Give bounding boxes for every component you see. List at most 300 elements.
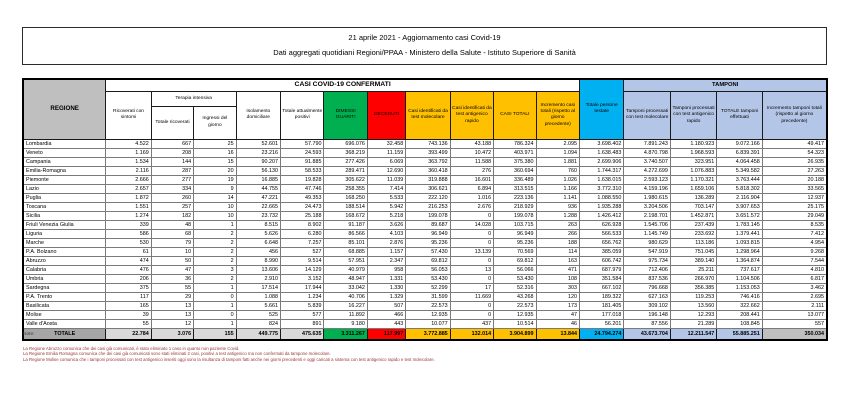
value-cell: 5.661 [236,301,280,310]
value-cell: 1.157 [367,247,405,256]
value-cell: 114 [536,247,579,256]
value-cell: 5.839 [281,301,324,310]
value-cell: 3.907.653 [717,202,762,211]
value-cell: 11.159 [367,148,405,157]
value-cell: 47.221 [236,193,280,202]
value-cell: 606.742 [579,256,623,265]
value-cell: 13.077 [762,310,827,319]
col-header-casi-molecolare: Casi identificati da test molecolare [406,91,450,139]
value-cell: 47 [536,310,579,319]
value-cell: 527 [281,247,324,256]
region-name-cell: Abruzzo [23,256,106,265]
value-cell: 334 [151,184,193,193]
value-cell: 13 [151,301,193,310]
value-cell: 48 [151,220,193,229]
table-row [23,220,827,229]
value-cell: 43.268 [494,292,536,301]
col-header-tamponi-molecolare: Tamponi processati con test molecolare [624,91,670,139]
value-cell: 389.140 [670,256,716,265]
value-cell: 55 [151,283,193,292]
col-header-regione: REGIONE [23,79,106,139]
value-cell: 19.828 [281,175,324,184]
value-cell: 2.593.123 [624,175,670,184]
value-cell: 182 [151,211,193,220]
value-cell: 443 [367,319,405,328]
value-cell: 1.452.871 [670,211,716,220]
value-cell: 2.666 [106,175,151,184]
value-cell: 1.076.883 [670,166,716,175]
title-box [22,27,827,65]
value-cell: 1.298.964 [717,247,762,256]
col-header-ti-totale: Totale ricoverati [151,106,193,139]
value-cell: 12.935 [406,310,450,319]
value-cell: 14.129 [281,265,324,274]
value-cell: 476 [106,265,151,274]
region-name-cell: Veneto [23,148,106,157]
value-cell: 1.659.106 [670,184,716,193]
region-name-cell: Liguria [23,229,106,238]
value-cell: 218.929 [494,202,536,211]
value-cell: 68.885 [324,247,367,256]
value-cell: 52.601 [236,139,280,148]
table-row [23,283,827,292]
value-cell: 208.441 [717,310,762,319]
value-cell: 7.257 [281,238,324,247]
value-cell: 4.522 [106,139,151,148]
table-row [23,265,827,274]
value-cell: 113.186 [670,238,716,247]
value-cell: 87.556 [624,319,670,328]
value-cell: 958 [367,265,405,274]
value-cell: 165 [106,301,151,310]
value-cell: 393.499 [406,148,450,157]
value-cell: 471 [536,265,579,274]
col-header-incremento-casi: Incremento casi totali (rispetto al giorno precedente) [536,91,579,139]
table-row [23,292,827,301]
value-cell: 27.263 [762,166,827,175]
value-cell: 17.944 [281,283,324,292]
value-cell: 449.775 [236,328,280,340]
value-cell: 4.064.458 [717,157,762,166]
value-cell: 21.289 [670,319,716,328]
value-cell: 11.588 [450,157,493,166]
value-cell: 403.971 [494,148,536,157]
value-cell: 29 [151,292,193,301]
region-name-cell: Friuli Venezia Giulia [23,220,106,229]
value-cell: 368.219 [324,148,367,157]
value-cell: 132.014 [450,328,493,340]
value-cell: 233.692 [670,229,716,238]
value-cell: 547.919 [624,247,670,256]
value-cell: 437 [450,319,493,328]
note-line-abruzzo: La Regione Abruzzo comunica che dei casi già comunicati, è stato eliminato 1 caso in quanto non paziente Covid. [23,346,240,351]
value-cell: 10 [151,247,193,256]
value-cell: 743.136 [406,139,450,148]
value-cell: 120 [536,292,579,301]
table-row [23,238,827,247]
value-cell: 3.311.267 [324,328,367,340]
value-cell: 23.216 [236,148,280,157]
value-cell: 189.322 [579,292,623,301]
value-cell: 44.755 [236,184,280,193]
value-cell: 13 [450,265,493,274]
notes-section [23,332,823,362]
value-cell: 216.253 [406,202,450,211]
value-cell: 1.551 [106,202,151,211]
value-cell: 1.026 [536,175,579,184]
value-cell: 1.331 [367,274,405,283]
value-cell: 40.979 [324,265,367,274]
value-cell: 2.910 [236,274,280,283]
value-cell: 22.573 [494,301,536,310]
value-cell: 4.103 [367,229,405,238]
region-name-cell: Emilia-Romagna [23,166,106,175]
value-cell: 46 [536,319,579,328]
value-cell: 1.234 [281,292,324,301]
value-cell: 1.016 [450,193,493,202]
value-cell: 466 [367,310,405,319]
value-cell: 24.794.274 [579,328,623,340]
value-cell: 91.187 [324,220,367,229]
value-cell: 746.416 [717,292,762,301]
table-row [23,310,827,319]
value-cell: 385.059 [579,247,623,256]
value-cell: 2.676 [450,202,493,211]
col-header-persone-testate: Totale persone testate [579,79,623,139]
value-cell: 13.560 [670,301,716,310]
value-cell: 136.289 [670,193,716,202]
value-cell: 16.601 [450,175,493,184]
value-cell: 276 [450,166,493,175]
value-cell: 0 [450,211,493,220]
value-cell: 11.039 [367,175,405,184]
value-cell: 1.968.593 [670,148,716,157]
value-cell: 237.439 [670,220,716,229]
value-cell: 17.514 [236,283,280,292]
value-cell: 10.472 [450,148,493,157]
value-cell: 1.093.815 [717,238,762,247]
value-cell: 1.534 [106,157,151,166]
group-header-tamponi: TAMPONI [624,79,827,91]
region-name-cell: P.A. Bolzano [23,247,106,256]
value-cell: 23.732 [236,211,280,220]
value-cell: 36 [151,274,193,283]
value-cell: 188.514 [324,202,367,211]
group-header-terapia-intensiva: Terapia intensiva [151,91,236,106]
region-name-cell: Piemonte [23,175,106,184]
value-cell: 10.514 [494,319,536,328]
value-cell: 2.111 [762,301,827,310]
value-cell: 351.584 [579,274,623,283]
value-cell: 12.935 [494,310,536,319]
value-cell: 4.810 [762,265,827,274]
value-cell: 11.669 [450,292,493,301]
value-cell: 824 [236,319,280,328]
value-cell: 1.170.321 [670,175,716,184]
value-cell: 43.188 [450,139,493,148]
value-cell: 356.385 [670,283,716,292]
value-cell: 258.355 [324,184,367,193]
value-cell: 55 [106,319,151,328]
value-cell: 1.145.749 [624,229,670,238]
value-cell: 10 [194,202,236,211]
value-cell: 557 [762,319,827,328]
value-cell: 786.324 [494,139,536,148]
value-cell: 196.148 [624,310,670,319]
value-cell: 155 [194,328,236,340]
value-cell: 507 [367,301,405,310]
value-cell: 1.881 [536,157,579,166]
value-cell: 1.638.015 [579,175,623,184]
value-cell: 6.817 [762,274,827,283]
value-cell: 49.353 [281,193,324,202]
value-cell: 1 [194,301,236,310]
value-cell: 4.272.699 [624,166,670,175]
value-cell: 287 [151,166,193,175]
value-cell: 8.902 [281,220,324,229]
value-cell: 1.141 [536,193,579,202]
value-cell: 667.102 [579,283,623,292]
value-cell: 1.329 [367,292,405,301]
value-cell: 31.599 [406,292,450,301]
value-cell: 1.088.550 [579,193,623,202]
col-header-isolamento: Isolamento domiciliare [236,91,280,139]
value-cell: 47.746 [281,184,324,193]
value-cell: 0 [450,274,493,283]
col-header-casi-totali: CASI TOTALI [494,91,536,139]
value-cell: 277.426 [324,157,367,166]
value-cell: 2 [194,256,236,265]
value-cell: 323.951 [670,157,716,166]
value-cell: 24.593 [281,148,324,157]
notes-label: Note: [23,332,35,337]
value-cell: 6.280 [281,229,324,238]
value-cell: 32.458 [367,139,405,148]
value-cell: 796.668 [624,283,670,292]
value-cell: 3.204.506 [624,202,670,211]
value-cell: 54.323 [762,148,827,157]
value-cell: 24.473 [281,202,324,211]
value-cell: 16.885 [236,175,280,184]
value-cell: 1 [194,220,236,229]
value-cell: 144 [151,157,193,166]
value-cell: 33.565 [762,184,827,193]
value-cell: 737.617 [717,265,762,274]
value-cell: 55.885.251 [717,328,762,340]
value-cell: 289.471 [324,166,367,175]
value-cell: 363.792 [406,157,450,166]
value-cell: 751.045 [670,247,716,256]
value-cell: 13.139 [450,247,493,256]
value-cell: 360.418 [406,166,450,175]
value-cell: 56.066 [494,265,536,274]
value-cell: 7.412 [762,229,827,238]
value-cell: 2 [194,229,236,238]
value-cell: 3.651.572 [717,211,762,220]
col-header-incremento-tamponi: Incremento tamponi totali (rispetto al giorno precedente) [762,91,827,139]
value-cell: 56.130 [236,166,280,175]
value-cell: 266 [536,229,579,238]
table-row [23,319,827,328]
value-cell: 0 [450,229,493,238]
region-name-cell: TOTALE [23,328,106,340]
table-row [23,175,827,184]
value-cell: 530 [106,238,151,247]
value-cell: 586 [106,229,151,238]
region-name-cell: Calabria [23,265,106,274]
value-cell: 3.904.899 [494,328,536,340]
value-cell: 17 [450,283,493,292]
region-name-cell: Basilicata [23,301,106,310]
value-cell: 14.028 [450,220,493,229]
value-cell: 103.715 [494,220,536,229]
value-cell: 3.076 [151,328,193,340]
value-cell: 58.533 [281,166,324,175]
value-cell: 4.954 [762,238,827,247]
value-cell: 474 [106,256,151,265]
col-header-tamponi-totale: TOTALE tamponi effettuati [717,91,762,139]
value-cell: 20.188 [762,175,827,184]
value-cell: 10.077 [406,319,450,328]
value-cell: 29.049 [762,211,827,220]
table-body [23,139,827,340]
value-cell: 12.211.547 [670,328,716,340]
value-cell: 760 [536,166,579,175]
value-cell: 5.349.582 [717,166,762,175]
value-cell: 16.227 [324,301,367,310]
value-cell: 257 [151,202,193,211]
value-cell: 61 [106,247,151,256]
value-cell: 6.648 [236,238,280,247]
value-cell: 173 [536,301,579,310]
value-cell: 5.942 [367,202,405,211]
value-cell: 20 [194,166,236,175]
region-name-cell: P.A. Trento [23,292,106,301]
value-cell: 339 [106,220,151,229]
value-cell: 336.489 [494,175,536,184]
value-cell: 70.569 [494,247,536,256]
region-name-cell: Sardegna [23,283,106,292]
value-cell: 5.626 [236,229,280,238]
value-cell: 9.514 [281,256,324,265]
value-cell: 90.207 [236,157,280,166]
value-cell: 2.116 [106,166,151,175]
value-cell: 96.949 [494,229,536,238]
region-name-cell: Umbria [23,274,106,283]
value-cell: 9.180 [324,319,367,328]
value-cell: 0 [450,238,493,247]
value-cell: 15 [194,157,236,166]
value-cell: 3 [194,265,236,274]
value-cell: 3.698.402 [579,139,623,148]
value-cell: 9 [194,184,236,193]
region-name-cell: Valle d'Aosta [23,319,106,328]
value-cell: 57.951 [324,256,367,265]
value-cell: 119.253 [670,292,716,301]
col-header-ricoverati: Ricoverati con sintomi [106,91,151,139]
value-cell: 980.629 [624,238,670,247]
col-header-ti-ingressi: Ingressi del giorno [194,106,236,139]
value-cell: 3.152 [281,274,324,283]
value-cell: 1.638.483 [579,148,623,157]
region-name-cell: Puglia [23,193,106,202]
value-cell: 360.694 [494,166,536,175]
value-cell: 3.763.444 [717,175,762,184]
value-cell: 309.102 [624,301,670,310]
value-cell: 8.990 [236,256,280,265]
value-cell: 6.839.391 [717,148,762,157]
value-cell: 2.116.904 [717,193,762,202]
value-cell: 12.937 [762,193,827,202]
value-cell: 305.622 [324,175,367,184]
value-cell: 52.299 [406,283,450,292]
value-cell: 2 [194,274,236,283]
value-cell: 52.316 [494,283,536,292]
value-cell: 3.772.885 [406,328,450,340]
col-header-deceduti: DECEDUTI [367,91,405,139]
value-cell: 85.101 [324,238,367,247]
value-cell: 319.888 [406,175,450,184]
value-cell: 25.175 [762,202,827,211]
value-cell: 1.274 [106,211,151,220]
value-cell: 168.250 [324,193,367,202]
value-cell: 91.885 [281,157,324,166]
value-cell: 703.147 [670,202,716,211]
group-header-casi-confermati: CASI COVID-19 CONFERMATI [106,79,580,91]
value-cell: 56.053 [406,265,450,274]
value-cell: 0 [194,310,236,319]
value-cell: 7.544 [762,256,827,265]
value-cell: 16 [194,148,236,157]
value-cell: 5.533 [367,193,405,202]
value-cell: 2.347 [367,256,405,265]
value-cell: 48.947 [324,274,367,283]
value-cell: 3.626 [367,220,405,229]
value-cell: 0 [450,310,493,319]
table-row [23,274,827,283]
value-cell: 1.379.441 [717,229,762,238]
value-cell: 313.515 [494,184,536,193]
value-cell: 3.772.310 [579,184,623,193]
value-cell: 1.180.923 [670,139,716,148]
value-cell: 12.293 [670,310,716,319]
value-cell: 2 [194,247,236,256]
value-cell: 69.812 [494,256,536,265]
value-cell: 1.094 [536,148,579,157]
table-row [23,166,827,175]
value-cell: 687.979 [579,265,623,274]
value-cell: 25 [194,139,236,148]
value-cell: 57.430 [406,247,450,256]
value-cell: 1.088 [236,292,280,301]
value-cell: 1.744.317 [579,166,623,175]
value-cell: 1 [194,283,236,292]
region-name-cell: Lazio [23,184,106,193]
value-cell: 6.069 [367,157,405,166]
value-cell: 6.894 [450,184,493,193]
region-name-cell: Toscana [23,202,106,211]
value-cell: 79 [151,238,193,247]
value-cell: 9.268 [762,247,827,256]
region-name-cell: Sicilia [23,211,106,220]
value-cell: 626.928 [579,220,623,229]
value-cell: 627.163 [624,292,670,301]
covid-data-table [22,78,828,341]
table-row [23,184,827,193]
value-cell: 1.364.874 [717,256,762,265]
value-cell: 1.545.706 [624,220,670,229]
value-cell: 11.892 [324,310,367,319]
